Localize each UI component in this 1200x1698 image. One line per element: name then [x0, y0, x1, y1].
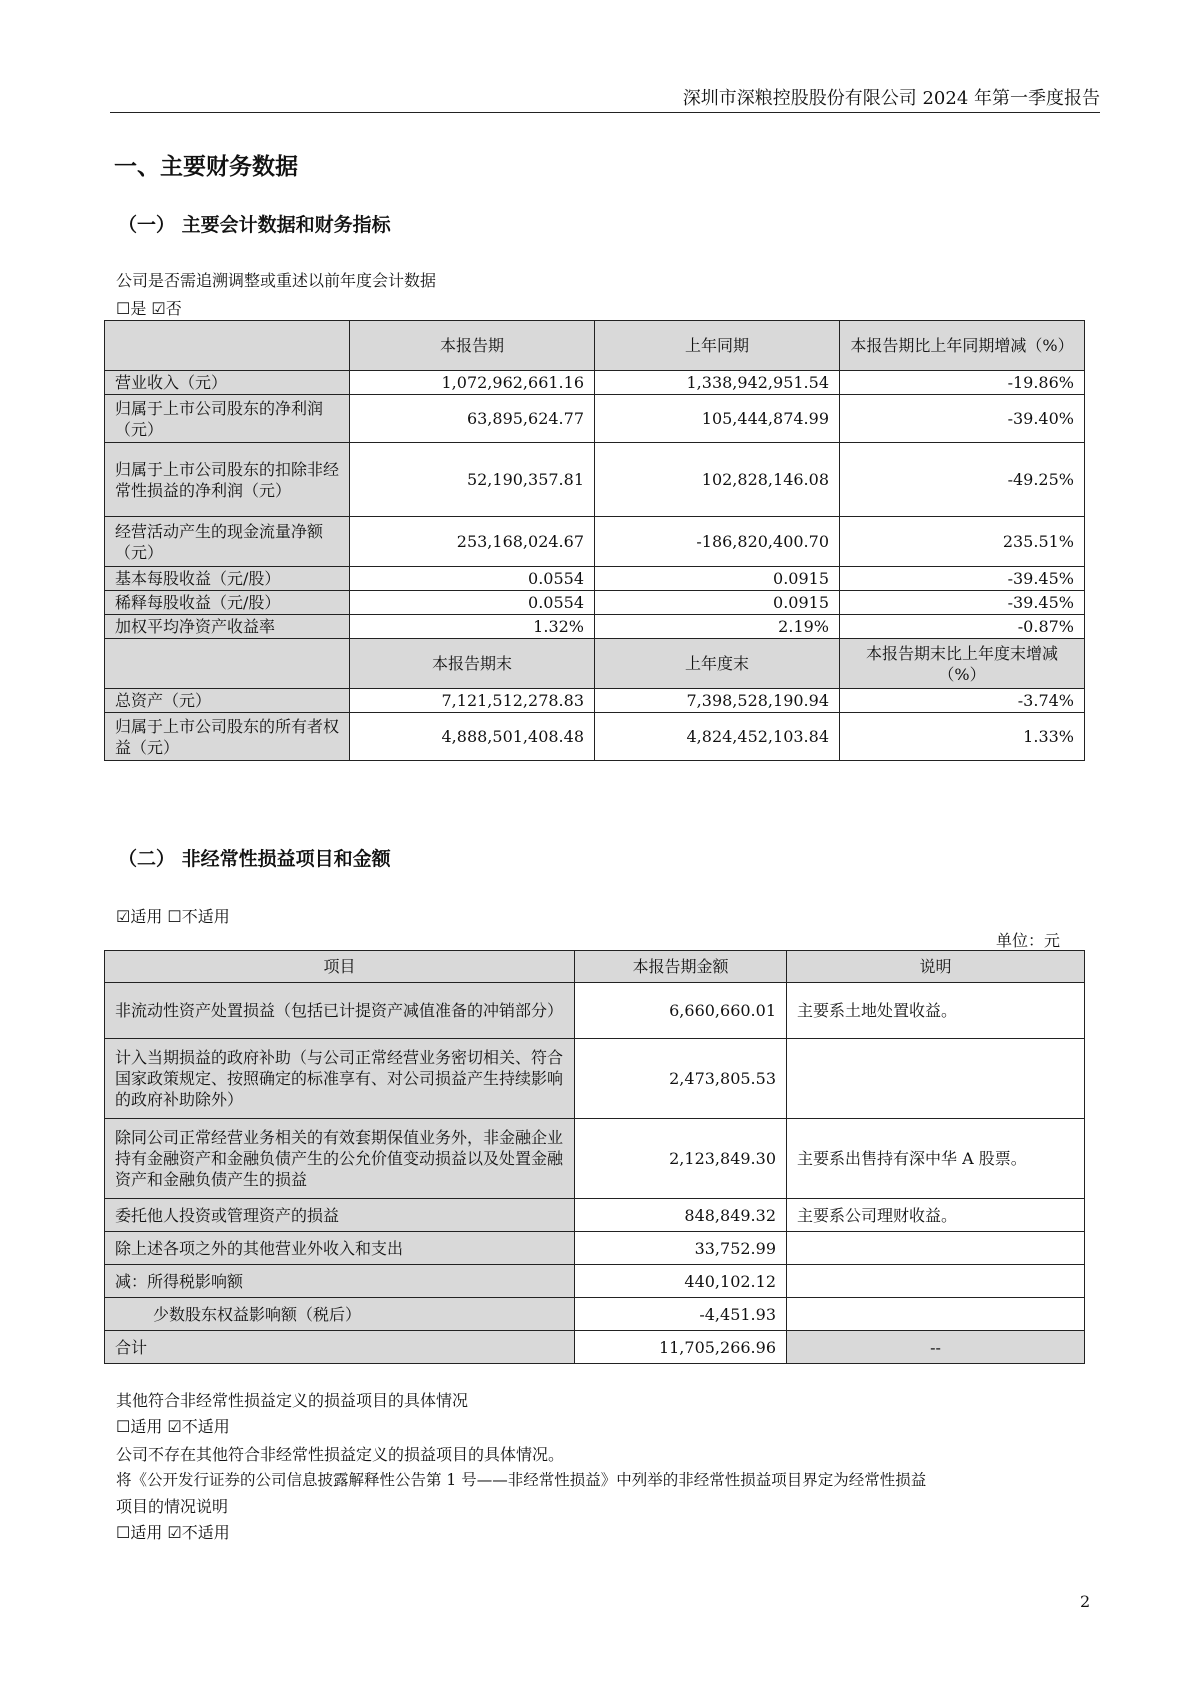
note-cell	[787, 1265, 1085, 1298]
value-cell: 7,121,512,278.83	[350, 689, 595, 713]
row-label: 营业收入（元）	[105, 371, 350, 395]
value-cell: -49.25%	[840, 443, 1085, 517]
amount-cell: 848,849.32	[575, 1199, 787, 1232]
value-cell: 2.19%	[595, 615, 840, 639]
value-cell: 4,824,452,103.84	[595, 713, 840, 761]
amount-cell: 6,660,660.01	[575, 983, 787, 1039]
value-cell: 0.0915	[595, 591, 840, 615]
header-cell: 本报告期比上年同期增减（%）	[840, 321, 1085, 371]
item-cell: 少数股东权益影响额（税后）	[105, 1298, 575, 1331]
value-cell: 1.33%	[840, 713, 1085, 761]
section-title: 一、主要财务数据	[114, 154, 298, 180]
value-cell: -39.45%	[840, 591, 1085, 615]
value-cell: 105,444,874.99	[595, 395, 840, 443]
item-cell: 计入当期损益的政府补助（与公司正常经营业务密切相关、符合国家政策规定、按照确定的标准享有、对公司损益产生持续影响的政府补助除外）	[105, 1039, 575, 1119]
table-row	[105, 371, 1085, 395]
header-cell: 本报告期金额	[575, 951, 787, 983]
item-cell: 非流动性资产处置损益（包括已计提资产减值准备的冲销部分）	[105, 983, 575, 1039]
header-cell: 本报告期	[350, 321, 595, 371]
item-cell: 除同公司正常经营业务相关的有效套期保值业务外，非金融企业持有金融资产和金融负债产生的公允价值变动损益以及处置金融资产和金融负债产生的损益	[105, 1119, 575, 1199]
page-number: 2	[1080, 1592, 1091, 1611]
value-cell: -19.86%	[840, 371, 1085, 395]
amount-cell: -4,451.93	[575, 1298, 787, 1331]
reclassification-options: ☐适用 ☑不适用	[116, 1523, 230, 1542]
applicability-options: ☑适用 ☐不适用	[116, 907, 230, 926]
value-cell: -0.87%	[840, 615, 1085, 639]
value-cell: 253,168,024.67	[350, 517, 595, 567]
header-divider	[110, 112, 1100, 113]
note-cell: 主要系出售持有深中华 A 股票。	[787, 1119, 1085, 1199]
amount-cell: 11,705,266.96	[575, 1331, 787, 1364]
table-row	[105, 443, 1085, 517]
table-row	[105, 395, 1085, 443]
value-cell: 102,828,146.08	[595, 443, 840, 517]
value-cell: 0.0915	[595, 567, 840, 591]
item-cell: 减：所得税影响额	[105, 1265, 575, 1298]
non-recurring-items-table	[104, 950, 1085, 1364]
value-cell: 1,072,962,661.16	[350, 371, 595, 395]
amount-cell: 2,123,849.30	[575, 1119, 787, 1199]
reclassification-heading-cont: 项目的情况说明	[116, 1497, 229, 1516]
table-row	[105, 983, 1085, 1039]
row-label: 归属于上市公司股东的净利润（元）	[105, 395, 350, 443]
item-cell: 委托他人投资或管理资产的损益	[105, 1199, 575, 1232]
subsection-title-2: （二） 非经常性损益项目和金额	[118, 848, 391, 870]
value-cell: 7,398,528,190.94	[595, 689, 840, 713]
value-cell: 1.32%	[350, 615, 595, 639]
header-cell: 项目	[105, 951, 575, 983]
table-row	[105, 1298, 1085, 1331]
table-row	[105, 689, 1085, 713]
row-label: 经营活动产生的现金流量净额（元）	[105, 517, 350, 567]
value-cell: -39.45%	[840, 567, 1085, 591]
value-cell: 1,338,942,951.54	[595, 371, 840, 395]
table-row	[105, 1039, 1085, 1119]
header-cell: 上年度末	[595, 639, 840, 689]
amount-cell: 2,473,805.53	[575, 1039, 787, 1119]
note-cell: 主要系公司理财收益。	[787, 1199, 1085, 1232]
report-header: 深圳市深粮控股股份有限公司 2024 年第一季度报告	[682, 88, 1100, 109]
header-cell: 本报告期末	[350, 639, 595, 689]
value-cell: -3.74%	[840, 689, 1085, 713]
restatement-options: ☐是 ☑否	[116, 299, 182, 318]
table-row	[105, 1119, 1085, 1199]
row-label: 总资产（元）	[105, 689, 350, 713]
value-cell: 52,190,357.81	[350, 443, 595, 517]
header-cell	[105, 321, 350, 371]
value-cell: 0.0554	[350, 567, 595, 591]
item-cell: 除上述各项之外的其他营业外收入和支出	[105, 1232, 575, 1265]
reclassification-heading: 将《公开发行证券的公司信息披露解释性公告第 1 号——非经常性损益》中列举的非经常性损益项目界定为经常性损益	[116, 1471, 927, 1489]
note-cell	[787, 1298, 1085, 1331]
table-header-row	[105, 639, 1085, 689]
value-cell: 0.0554	[350, 591, 595, 615]
value-cell: 63,895,624.77	[350, 395, 595, 443]
row-label: 基本每股收益（元/股）	[105, 567, 350, 591]
row-label: 归属于上市公司股东的扣除非经常性损益的净利润（元）	[105, 443, 350, 517]
row-label: 加权平均净资产收益率	[105, 615, 350, 639]
header-cell: 本报告期末比上年度末增减（%）	[840, 639, 1085, 689]
amount-cell: 33,752.99	[575, 1232, 787, 1265]
other-items-options: ☐适用 ☑不适用	[116, 1417, 230, 1436]
other-items-heading: 其他符合非经常性损益定义的损益项目的具体情况	[116, 1391, 469, 1410]
value-cell: -39.40%	[840, 395, 1085, 443]
table-row-total	[105, 1331, 1085, 1364]
unit-label: 单位：元	[996, 931, 1061, 950]
value-cell: 235.51%	[840, 517, 1085, 567]
note-cell	[787, 1039, 1085, 1119]
table-row	[105, 713, 1085, 761]
table-row	[105, 1232, 1085, 1265]
financial-indicators-table	[104, 320, 1085, 761]
subsection-title-1: （一） 主要会计数据和财务指标	[118, 214, 391, 236]
table-row	[105, 1199, 1085, 1232]
note-cell: 主要系土地处置收益。	[787, 983, 1085, 1039]
table-header-row	[105, 321, 1085, 371]
table-row	[105, 1265, 1085, 1298]
amount-cell: 440,102.12	[575, 1265, 787, 1298]
note-cell	[787, 1232, 1085, 1265]
header-cell: 上年同期	[595, 321, 840, 371]
row-label: 归属于上市公司股东的所有者权益（元）	[105, 713, 350, 761]
value-cell: 4,888,501,408.48	[350, 713, 595, 761]
other-items-statement: 公司不存在其他符合非经常性损益定义的损益项目的具体情况。	[116, 1445, 565, 1464]
value-cell: -186,820,400.70	[595, 517, 840, 567]
note-cell: --	[787, 1331, 1085, 1364]
header-cell: 说明	[787, 951, 1085, 983]
table-row	[105, 567, 1085, 591]
row-label: 稀释每股收益（元/股）	[105, 591, 350, 615]
header-cell	[105, 639, 350, 689]
table-row	[105, 615, 1085, 639]
restatement-question: 公司是否需追溯调整或重述以前年度会计数据	[116, 271, 437, 290]
table-row	[105, 517, 1085, 567]
table-header-row	[105, 951, 1085, 983]
table-row	[105, 591, 1085, 615]
item-cell: 合计	[105, 1331, 575, 1364]
